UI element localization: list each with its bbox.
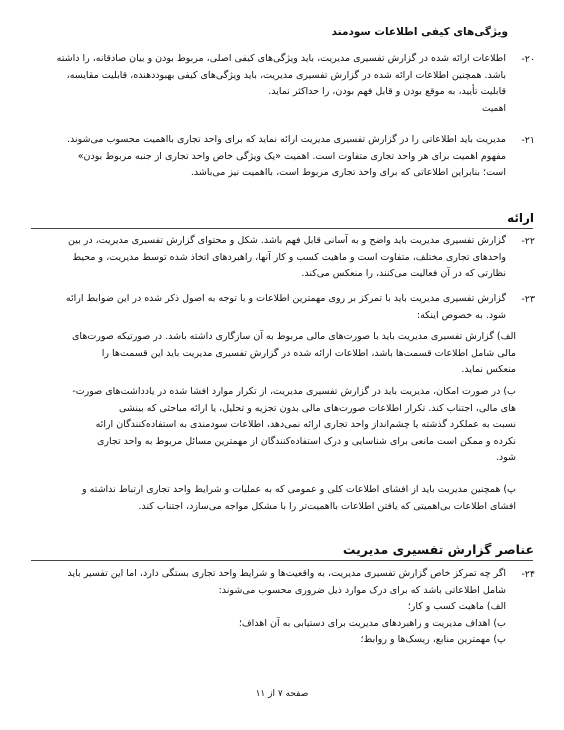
paragraph-24 (46, 566, 506, 649)
sub-item-pe (46, 482, 516, 515)
paragraph-number: ۲۲- (521, 236, 535, 247)
text-line: پ) همچنین مدیریت باید از افشای اطلاعات کلی و عمومی که به عملیات و شرایط واحد تجاری ارتباط نداشته و (82, 484, 516, 495)
section-heading-qualitative-characteristics: ویژگی‌های کیفی اطلاعات سودمند (331, 26, 508, 38)
paragraph-22 (46, 233, 506, 283)
paragraph-number: ۲۳- (521, 294, 535, 305)
text-line: است؛ بنابراین اطلاعاتی که برای واحد تجاری مربوط است، بااهمیت نیز می‌باشد. (190, 167, 506, 178)
text-line: نظارتی که در آن فعالیت می‌کنند، را منعکس می‌کند. (301, 268, 506, 279)
text-line: های مالی، اجتناب کند. تکرار اطلاعات صورت‌های مالی بدون تجزیه و تحلیل، یا ارائه مباحثی که بینشی (119, 402, 516, 414)
text-line: نکرده و ممکن است مانعی برای شناسایی و درک استفاده‌کنندگان از مهمترین مسائل مربوط به واحد تجاری (96, 435, 516, 447)
text-line: گزارش تفسیری مدیریت باید واضح و به آسانی قابل فهم باشد. شکل و محتوای گزارش تفسیری مدیریت، در بین (67, 235, 506, 246)
text-line: افشای اطلاعات بی‌اهمیتی که یافتن اطلاعات بااهمیت‌تر را با مشکل مواجه می‌سازد، اجتناب کند. (138, 500, 516, 512)
list-item: ب) اهداف مدیریت و راهبردهای مدیریت برای دستیابی به آن اهداف؛ (238, 617, 506, 629)
sub-item-be (46, 384, 516, 467)
section-heading-presentation: ارائه (507, 211, 534, 225)
list-item: پ) مهمترین منابع، ریسک‌ها و روابط؛ (360, 634, 506, 645)
paragraph-number: ۲۱- (521, 135, 535, 146)
text-line: قابلیت تأیید، به موقع بودن و قابل فهم بودن، را حداکثر نماید. (268, 86, 506, 97)
text-line: مدیریت باید اطلاعاتی را در گزارش تفسیری مدیریت ارائه نماید که برای واحد تجاری بااهمیت محسوب می‌شوند. (66, 134, 506, 145)
paragraph-number: ۲۰- (521, 54, 535, 65)
paragraph-20 (46, 51, 506, 117)
list-item: الف) ماهیت کسب و کار؛ (407, 601, 506, 612)
text-line: شامل اطلاعاتی باشد که برای درک موارد ذیل ضروری محسوب می‌شوند: (218, 584, 506, 596)
section-divider (31, 228, 533, 229)
sub-heading-materiality: اهمیت (481, 103, 506, 114)
page-number-footer: صفحه ۷ از ۱۱ (255, 689, 309, 699)
text-line: مالی شامل اطلاعات قسمت‌ها باشد، اطلاعات ارائه شده در گزارش تفسیری مدیریت باید این قسمت‌ها را (101, 347, 516, 359)
paragraph-21 (46, 132, 506, 182)
text-line: الف) گزارش تفسیری مدیریت باید با صورت‌های مالی مربوط به آن سازگاری داشته باشد. در صورتیکه صورت‌های (71, 331, 516, 342)
text-line: ب) در صورت امکان، مدیریت باید در گزارش تفسیری مدیریت، از تکرار موارد افشا شده در یادداشت‌های صورت- (72, 386, 516, 397)
paragraph-number: ۲۴- (521, 569, 535, 580)
text-line: مفهوم اهمیت برای هر واحد تجاری متفاوت است. اهمیت «یک ویژگی خاص واحد تجاری از جنبه مربوط بودن» (77, 150, 506, 162)
section-divider (31, 560, 533, 561)
text-line: شود. به خصوص اینکه: (416, 309, 506, 321)
text-line: گزارش تفسیری مدیریت باید با تمرکز بر روی مهمترین اطلاعات و با توجه به اصول ذکر شده در این ضوابط ارائه (65, 293, 506, 304)
sub-item-alef (46, 329, 516, 379)
text-line: باشد. همچنین اطلاعات ارائه شده در گزارش تفسیری مدیریت، باید ویژگی‌های کیفی بهبوددهنده، قابلیت مقایسه، (66, 69, 506, 81)
text-line: منعکس نماید. (461, 364, 516, 375)
text-line: نسبت به عملکرد گذشته یا چشم‌انداز واحد تجاری ارائه نمی‌دهد، اطلاعات سودمندی به استفاده‌کنندگان ارائه (95, 419, 516, 430)
text-line: اطلاعات ارائه شده در گزارش تفسیری مدیریت، باید ویژگی‌های کیفی اصلی، مربوط بودن و بیان صادقانه، را داشته (56, 53, 506, 64)
text-line: شود. (495, 452, 516, 463)
section-heading-report-elements: عناصر گزارش تفسیری مدیریت (342, 542, 534, 557)
text-line: اگر چه تمرکز خاص گزارش تفسیری مدیریت، به واقعیت‌ها و شرایط واحد تجاری بستگی دارد، اما این تفسیر باید (67, 568, 506, 579)
paragraph-23 (46, 291, 506, 324)
text-line: واحدهای تجاری مختلف، متفاوت است و ماهیت کسب و کار آنها، راهبردهای اتخاذ شده توسط مدیریت، و محیط (72, 251, 506, 263)
